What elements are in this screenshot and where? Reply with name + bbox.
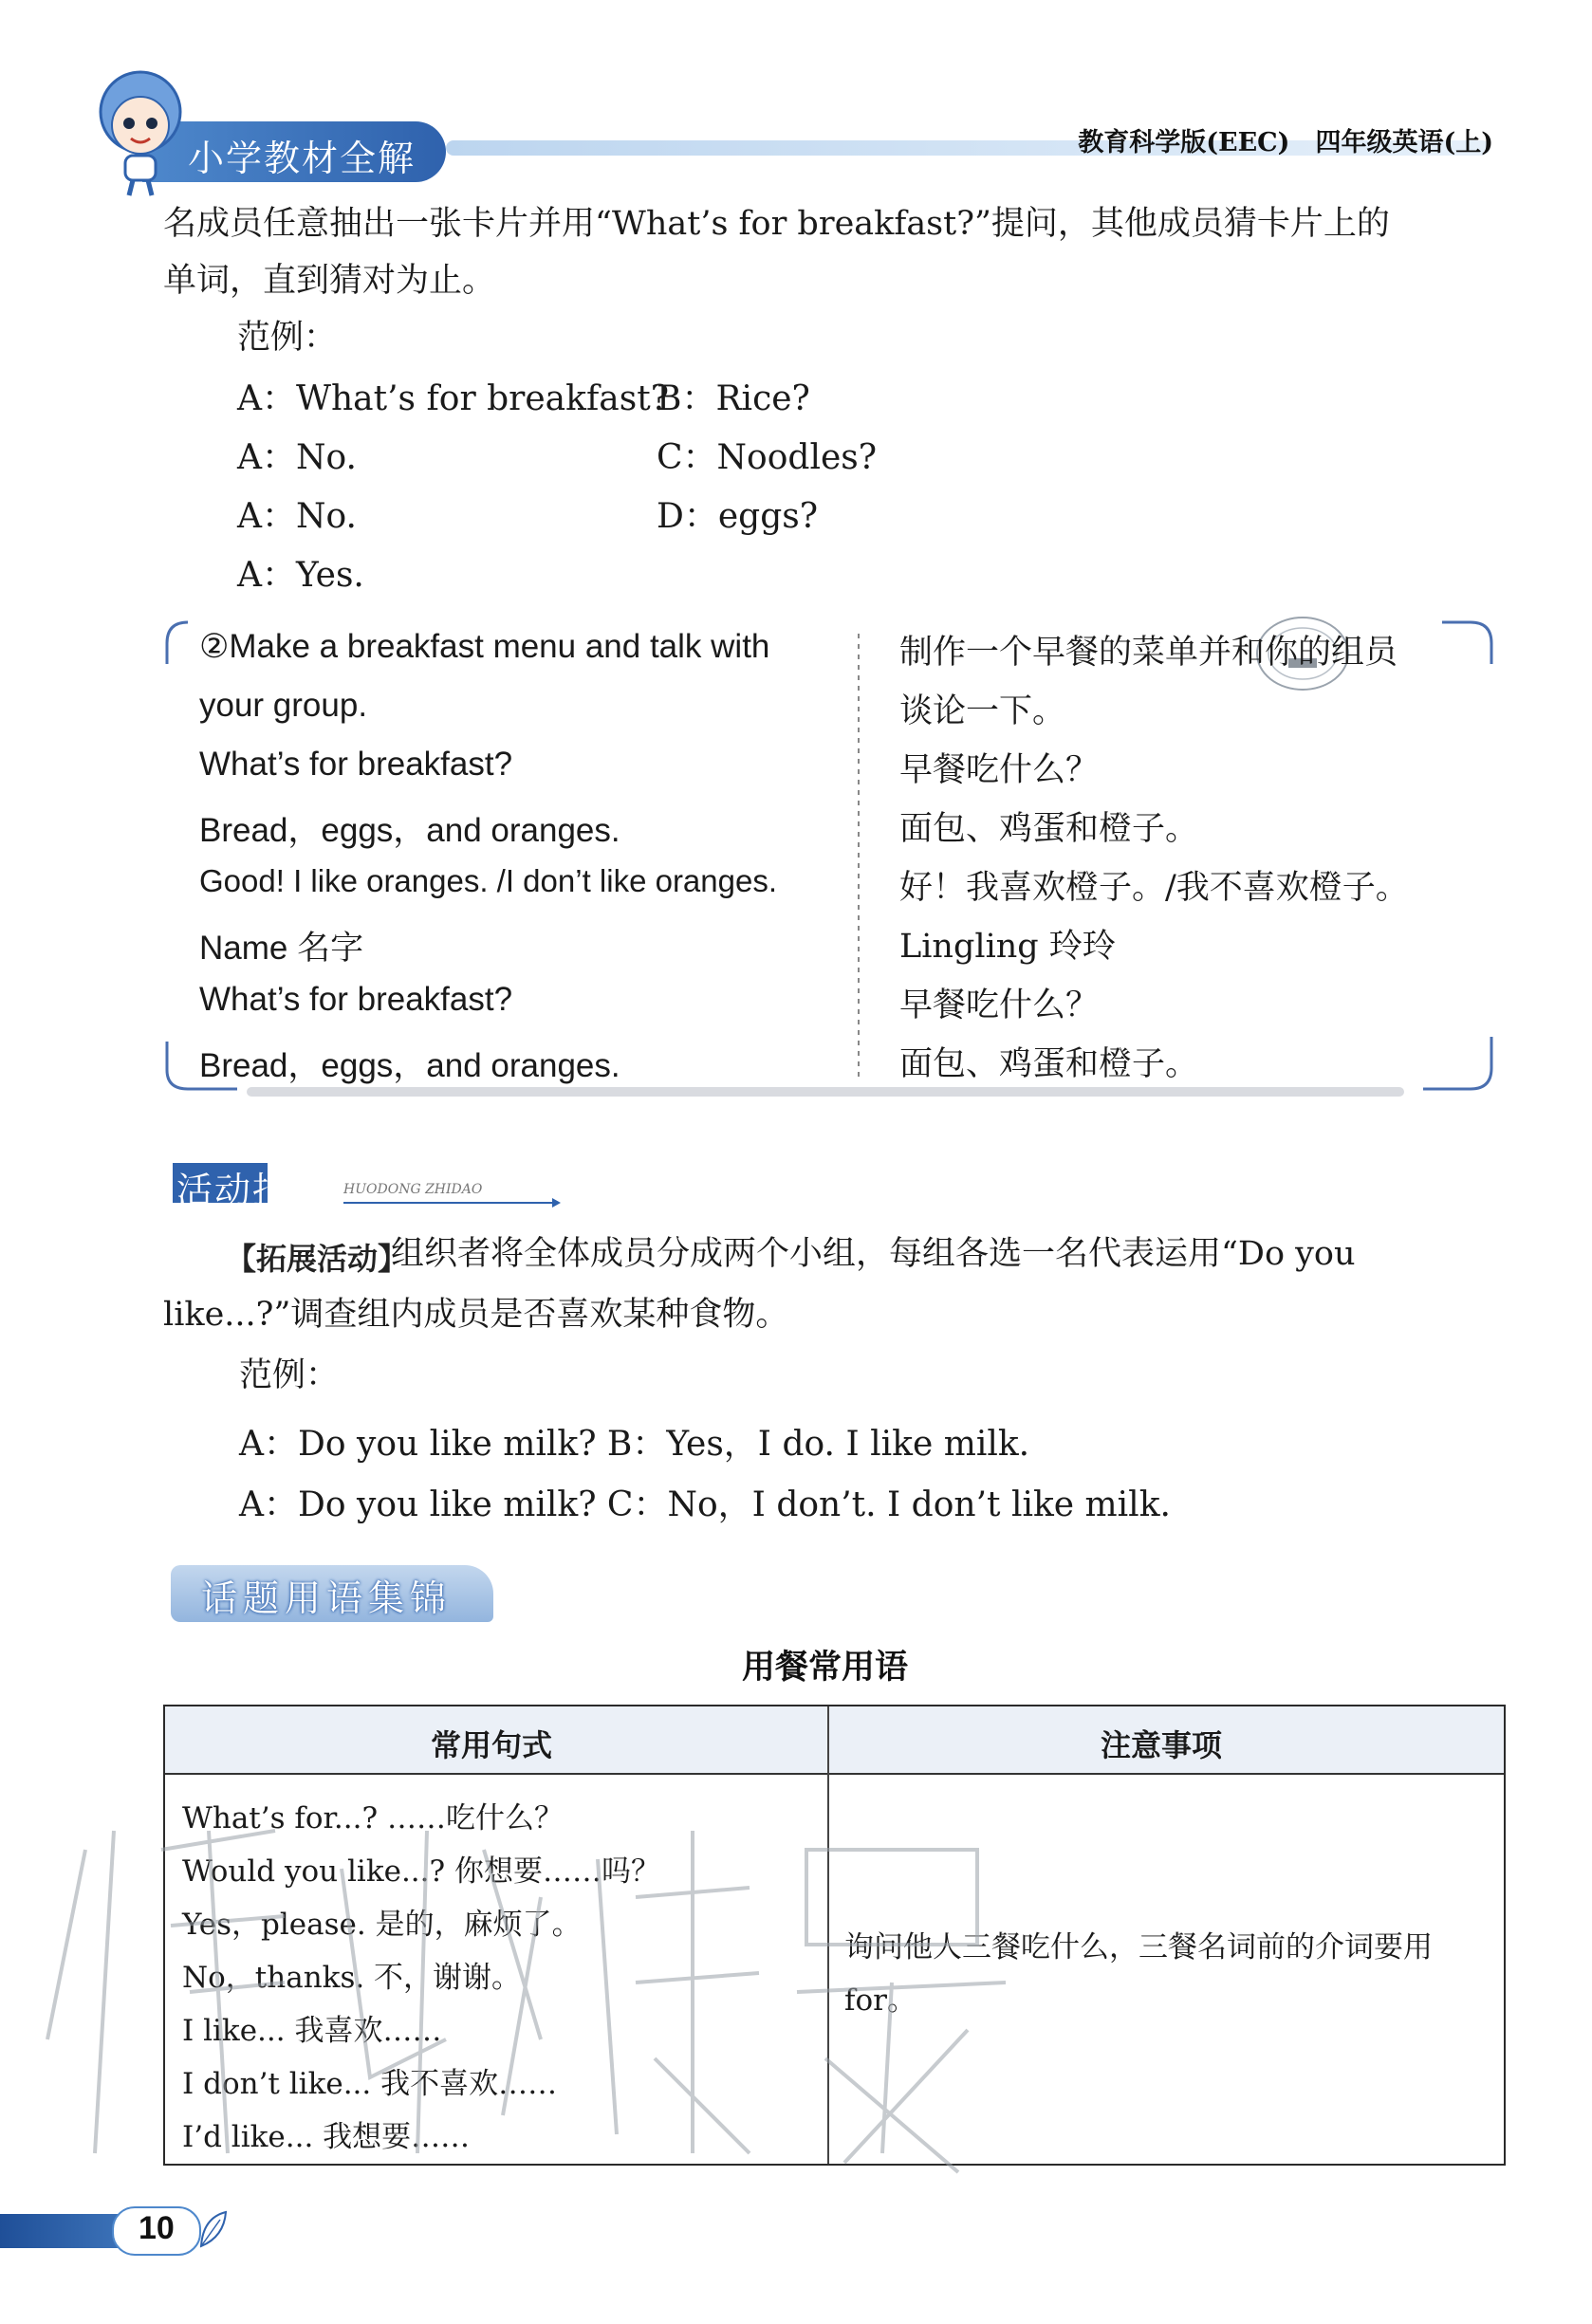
activity-tag: 【拓展活动】 [226,1242,409,1276]
leaf-icon [197,2208,230,2250]
watermark-stamp [28,1793,1072,2191]
dialog-en-line: What’s for breakfast? [199,981,513,1018]
table-row: I like... 我喜欢…… [182,2014,442,2048]
dialog-cn-line: 早餐吃什么？ [899,987,1100,1024]
activity-heading [163,1159,571,1211]
mascot-icon [83,66,197,199]
book-title: 小学教材全解 [188,139,417,179]
table-note-line: for。 [844,1983,916,2018]
dialog-en-line: Good! I like oranges. /I don’t like oranges. [199,863,778,898]
intro-example-label: 范例： [237,319,338,357]
example-line: B：Rice? [657,379,810,418]
table-row: I don’t like... 我不喜欢…… [182,2067,558,2101]
table-row: Would you like...? 你想要……吗？ [182,1854,660,1889]
dialog-cn-line: 制作一个早餐的菜单并和你的组员 [899,634,1398,672]
dialog-en-line: Bread，eggs，and oranges. [199,1047,620,1084]
table-title: 用餐常用语 [742,1649,909,1686]
dialog-en-line: Name 名字 [199,930,364,967]
edition-label: 教育科学版(EEC) 四年级英语(上) [1078,128,1493,157]
dialog-en-line: your group. [199,687,368,724]
activity-line-2: like...?”调查组内成员是否喜欢某种食物。 [163,1296,789,1334]
table-row: Yes，please. 是的，麻烦了。 [182,1908,582,1942]
arrow-line-icon [343,1197,562,1208]
dialog-en-line: What’s for breakfast? [199,746,513,783]
table-note-line: 询问他人三餐吃什么，三餐名词前的介词要用 [844,1930,1433,1964]
page-header [0,0,1592,199]
table-col-header-notes: 注意事项 [1101,1728,1223,1762]
dialog-en-line: Bread，eggs，and oranges. [199,812,620,849]
dialog-cn-line: 早餐吃什么？ [899,751,1100,789]
activity-example: A：Do you like milk? B：Yes，I do. I like milk. [239,1425,1030,1464]
activity-example-label: 范例： [239,1356,340,1394]
table-row: What’s for...? ……吃什么？ [182,1801,564,1835]
example-line: D：eggs? [657,497,819,536]
dialog-en-line: ②Make a breakfast menu and talk with [199,628,770,665]
activity-title: 活动指导 [176,1171,329,1211]
dialog-cn-line: Lingling 玲玲 [899,928,1116,966]
topic-title: 话题用语集锦 [201,1579,453,1619]
example-line: C：Noodles? [657,438,878,477]
intro-line-2: 单词，直到猜对为止。 [163,262,496,300]
dialog-cn-line: 谈论一下。 [899,692,1066,730]
example-line: A：No. [237,497,357,536]
activity-example: A：Do you like milk? C：No，I don’t. I don’t like milk. [239,1485,1171,1524]
table-row: No，thanks. 不，谢谢。 [182,1961,522,1995]
intro-line-1: 名成员任意抽出一张卡片并用“What’s for breakfast?”提问，其他成员猜卡片上的 [163,205,1390,243]
page-number: 10 [139,2210,175,2246]
activity-title-pinyin: HUODONG ZHIDAO [343,1182,483,1197]
example-line: A：What’s for breakfast? [237,379,669,418]
table-row: I’d like... 我想要…… [182,2120,471,2154]
table-col-header-patterns: 常用句式 [431,1728,553,1762]
dialog-cn-line: 面包、鸡蛋和橙子。 [899,1045,1199,1083]
example-line: A：Yes. [237,556,364,595]
dialog-cn-line: 面包、鸡蛋和橙子。 [899,810,1199,848]
activity-line-1: 组织者将全体成员分成两个小组，每组各选一名代表运用“Do you [391,1235,1356,1273]
watermark-outline-icon [28,1793,1072,2191]
table-header [165,1706,1504,1775]
dialog-cn-line: 好！我喜欢橙子。/我不喜欢橙子。 [899,869,1409,907]
example-line: A：No. [237,438,357,477]
